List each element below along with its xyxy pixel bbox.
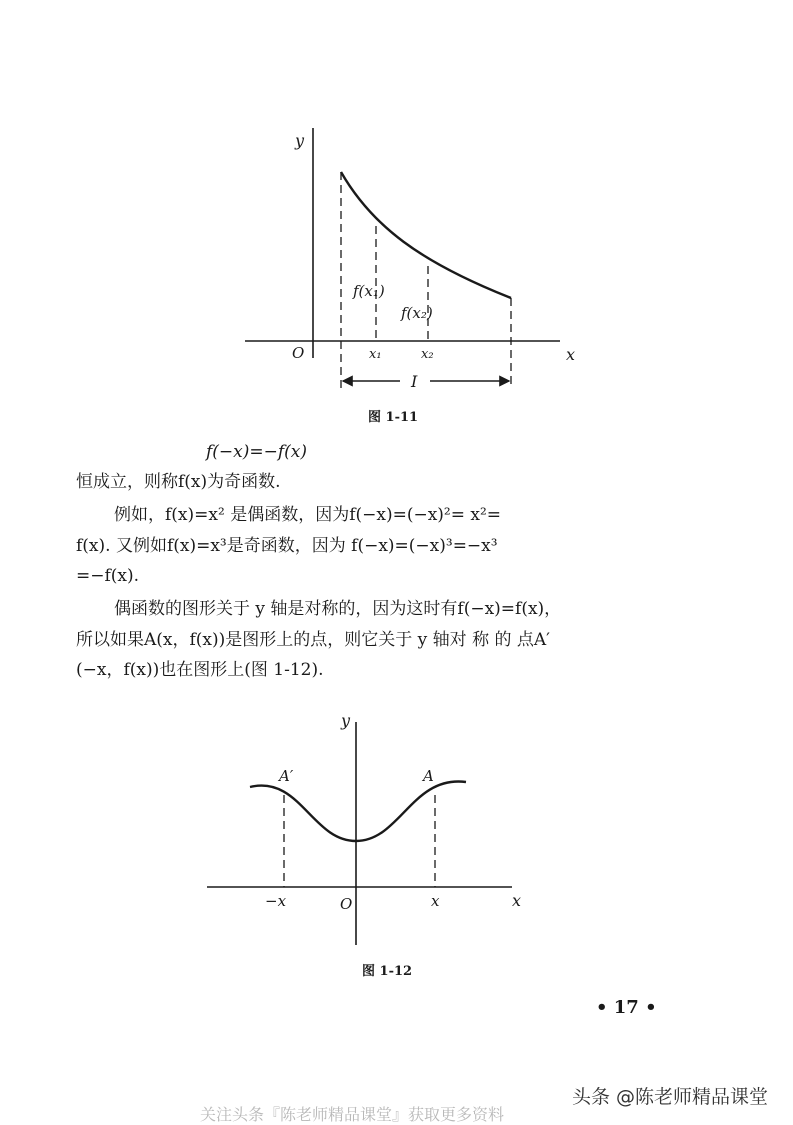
- footer-note: 关注头条『陈老师精品课堂』获取更多资料: [200, 1105, 505, 1124]
- paragraph-line-2: 例如，f(x)=x² 是偶函数，因为f(−x)=(−x)²= x²=: [114, 505, 502, 525]
- paragraph-line-7: (−x，f(x))也在图形上(图 1-12).: [76, 660, 324, 680]
- figure-caption: 图 1-11: [368, 410, 419, 425]
- odd-function-formula: f(−x)=−f(x): [206, 442, 308, 462]
- fx2-label: f(x₂): [401, 304, 433, 322]
- x-axis-label: x: [512, 891, 522, 910]
- fx1-label: f(x₁): [353, 282, 385, 300]
- pos-x-label: x: [431, 892, 440, 910]
- decreasing-curve: [341, 172, 511, 298]
- y-axis-label: y: [295, 131, 305, 150]
- point-a-label: A: [423, 767, 434, 785]
- even-function-curve: [250, 781, 466, 841]
- figure-1-11: [245, 128, 575, 425]
- paragraph-line-6: 所以如果A(x，f(x))是图形上的点，则它关于 y 轴对 称 的 点A′: [76, 630, 551, 650]
- figure-1-12: [207, 711, 521, 979]
- paragraph-line-1: 恒成立，则称f(x)为奇函数.: [76, 472, 281, 492]
- x-axis-label: x: [566, 345, 576, 364]
- paragraph-line-3: f(x). 又例如f(x)=x³是奇函数，因为 f(−x)=(−x)³=−x³: [76, 536, 498, 556]
- watermark: 头条 @陈老师精品课堂: [572, 1086, 769, 1108]
- x2-label: x₂: [421, 347, 434, 362]
- page-number: • 17 •: [596, 997, 657, 1018]
- paragraph-line-4: =−f(x).: [76, 566, 140, 586]
- origin-label: O: [292, 344, 305, 362]
- y-axis-label: y: [341, 711, 351, 730]
- paragraph-line-5: 偶函数的图形关于 y 轴是对称的，因为这时有f(−x)=f(x)，: [114, 599, 562, 619]
- point-a-prime-label: A′: [279, 767, 294, 785]
- origin-label: O: [340, 895, 353, 913]
- neg-x-label: −x: [265, 892, 287, 910]
- interval-label: I: [411, 372, 418, 391]
- x1-label: x₁: [369, 347, 382, 362]
- figure-caption: 图 1-12: [362, 964, 413, 979]
